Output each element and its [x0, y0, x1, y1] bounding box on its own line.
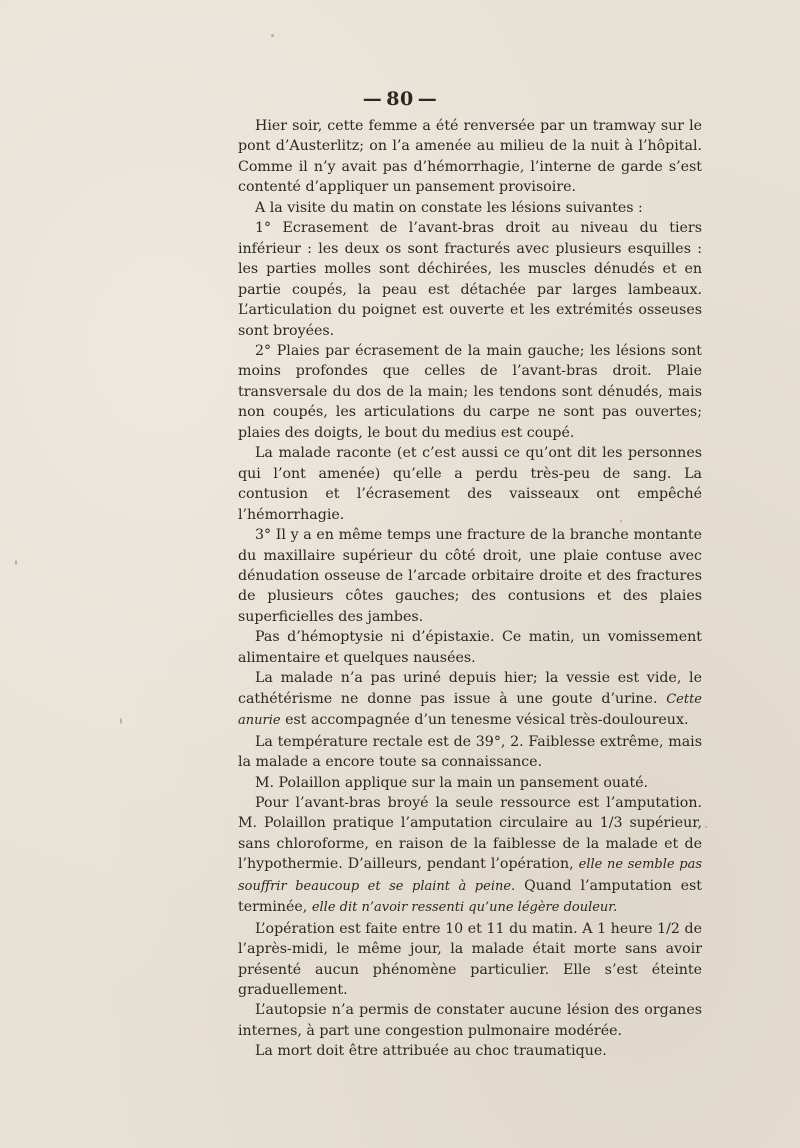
- folio-dash-right: —: [417, 88, 438, 110]
- italic-run: Cette anurie: [238, 691, 702, 729]
- paragraph-anurie: [238, 668, 702, 731]
- paragraph: M. Polaillon applique sur la main un pansement ouaté.: [255, 774, 649, 791]
- paragraph: L’autopsie n’a permis de constater aucune lésion des organes internes, à part une congestion pulmonaire modérée.: [238, 1002, 702, 1039]
- text-run: Quand l’amputation est terminée,: [238, 877, 702, 916]
- paragraph: La mort doit être attribuée au choc traumatique.: [255, 1043, 607, 1060]
- paragraph: 3° Il y a en même temps une fracture de la branche montante du maxillaire supérieur du côté droit, une plaie contuse avec dénudation osseuse de l’arcade orbitaire droite et des fractures de plusieurs côtes gauches; des contusions et des plaies superficielles des jambes.: [238, 527, 702, 625]
- italic-run: elle ne semble pas souffrir beaucoup et se plaint à peine.: [238, 857, 702, 894]
- paragraph: La malade raconte (et c’est aussi ce qu’ont dit les personnes qui l’ont amenée) qu’elle a perdu très-peu de sang. La contusion et l’écrasement des vaisseaux ont empêché l’hémorrhagie.: [238, 445, 702, 523]
- body-text: [238, 116, 702, 1062]
- text-run: La malade n’a pas uriné depuis hier; la vessie est vide, le cathétérisme ne donne pas issue à une goute d’urine.: [238, 670, 702, 707]
- paper-speck: [271, 34, 274, 37]
- paragraph: L’opération est faite entre 10 et 11 du matin. A 1 heure 1/2 de l’après-midi, le même jour, la malade était morte sans avoir présenté aucun phénomène particulier. Elle s’est éteinte graduellement.: [238, 920, 702, 999]
- paragraph: 2° Plaies par écrasement de la main gauche; les lésions sont moins profondes que celles de l’avant-bras droit. Plaie transversale du dos de la main; les tendons sont dénudés, mais non coupés, les articulations du carpe ne sont pas ouvertes; plaies des doigts, le bout du medius est coupé.: [238, 342, 702, 441]
- folio-dash-left: —: [362, 88, 383, 110]
- paper-speck: [620, 520, 622, 522]
- text-run: Pour l’avant-bras broyé la seule ressource est l’amputation. M. Polaillon pratique l’amputation circulaire au 1/3 supérieur, sans chloroforme, en raison de la faiblesse de la malade et de l’hypothermie. D’ailleurs, pendant l’opération,: [238, 794, 702, 873]
- page-folio: [0, 88, 800, 110]
- text-run: est accompagnée d’un tenesme vésical très-douloureux.: [280, 712, 689, 729]
- paper-speck: [120, 718, 122, 724]
- paragraph: A la visite du matin on constate les lésions suivantes :: [255, 199, 643, 216]
- paragraph: Pas d’hémoptysie ni d’épistaxie. Ce matin, un vomissement alimentaire et quelques nausées.: [238, 629, 702, 666]
- paper-speck: [705, 826, 707, 828]
- paper-speck: [15, 560, 17, 565]
- paragraph-amputation: [238, 793, 702, 919]
- paragraph: La température rectale est de 39°, 2. Faiblesse extrême, mais la malade a encore toute sa connaissance.: [238, 733, 702, 771]
- paragraph: 1° Ecrasement de l’avant-bras droit au niveau du tiers inférieur : les deux os sont fracturés avec plusieurs esquilles : les parties molles sont déchirées, les muscles dénudés et en partie coupés, la peau est détachée par larges lambeaux. L’articulation du poignet est ouverte et les extrémités osseuses sont broyées.: [238, 220, 702, 339]
- paragraph: Hier soir, cette femme a été renversée par un tramway sur le pont d’Austerlitz; on l’a amenée au milieu de la nuit à l’hôpital. Comme il n’y avait pas d’hémorrhagie, l’interne de garde s’est contenté d’appliquer un pansement provisoire.: [238, 118, 702, 196]
- italic-run: elle dit n’avoir ressenti qu’une légère douleur.: [311, 900, 618, 916]
- page-number: 80: [386, 88, 414, 110]
